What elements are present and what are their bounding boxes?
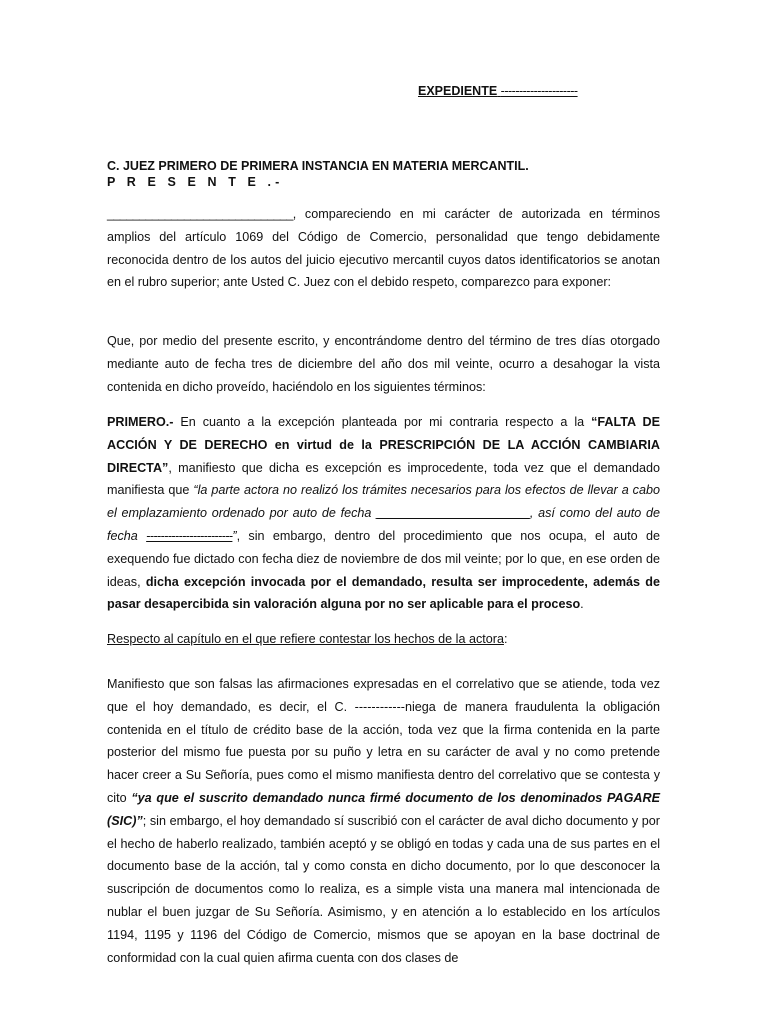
primero-conclusion: dicha excepción invocada por el demandado, resulta ser improcedente, además de pasar desapercibida sin valoración alguna por no ser aplicable para el proceso xyxy=(107,574,660,612)
primero-quote-3: ” xyxy=(232,528,237,543)
paragraph-vista xyxy=(107,330,660,398)
primero-text-1: En cuanto a la excepción planteada por mi contraria respecto a la xyxy=(173,415,592,429)
addressee-block xyxy=(107,158,529,190)
paragraph-appearance xyxy=(107,203,660,294)
expediente-number-blank: --------------------- xyxy=(500,84,578,98)
primero-exception-quote: “FALTA DE ACCIÓN Y DE DERECHO en virtud de la PRESCRIPCIÓN DE LA ACCIÓN CAMBIARIA DIRECTA” xyxy=(107,415,661,475)
primero-text-3: , sin embargo, dentro del procedimiento que nos ocupa, el auto de exequendo fue dictado con fecha diez de noviembre de dos mil veinte; por lo que, en ese orden de ideas, xyxy=(107,528,660,589)
manifiesto-text-2: ; sin embargo, el hoy demandado sí suscribió con el carácter de aval dicho documento y por el hecho de haberlo realizado, también aceptó y se obligó en todas y cada una de sus partes en el documento base de la acción, tal y como consta en dicho documento, por lo que desconocer la suscripción de documentos como lo realiza, es a simple vista una manera mal intencionada de nublar el buen juzgar de Su Señoría. Asimismo, y en atención a lo establecido en los artículos 1194, 1195 y 1196 del Código de Comercio, mismos que se apoyan en la base doctrinal de conformidad con la cual quien afirma cuenta con dos clases de xyxy=(107,813,660,965)
primero-text-2: , manifiesto que dicha es excepción es improcedente, toda vez que el demandado manifiesta que xyxy=(107,460,660,498)
paragraph-manifiesto xyxy=(107,673,660,969)
primero-heading: PRIMERO.- xyxy=(107,415,174,429)
addressee-presente: P R E S E N T E .- xyxy=(107,175,284,189)
section-heading-hechos: Respecto al capítulo en el que refiere contestar los hechos de la actora xyxy=(107,632,504,646)
section-heading-colon: : xyxy=(503,632,508,646)
paragraph-primero xyxy=(107,411,660,616)
addressee-judge: C. JUEZ PRIMERO DE PRIMERA INSTANCIA EN MATERIA MERCANTIL. xyxy=(107,159,529,173)
expediente-label: EXPEDIENTE xyxy=(418,84,498,98)
primero-quote-1: “la parte actora no realizó los trámites necesarios para los efectos de llevar a cabo el emplazamiento ordenado por auto de fecha xyxy=(107,483,660,521)
primero-date-blank-2: ------------------------ xyxy=(146,528,233,543)
paragraph-vista-text: Que, por medio del presente escrito, y encontrándome dentro del término de tres días otorgado mediante auto de fecha tres de diciembre del año dos mil veinte, ocurro a desahogar la vista contenida en dicho proveído, haciéndolo en los siguientes términos: xyxy=(107,334,660,394)
primero-date-blank-1: ________________________ xyxy=(376,506,530,521)
expediente-header xyxy=(418,84,578,98)
paragraph-appearance-text: , compareciendo en mi carácter de autorizada en términos amplios del artículo 1069 del Código de Comercio, personalidad que tengo debidamente reconocida dentro de los autos del juicio ejecutivo mercantil cuyos datos identificatorios se anotan en el rubro superior; ante Usted C. Juez con el debido respeto, comparezco para exponer: xyxy=(107,207,660,290)
primero-text-4: . xyxy=(580,597,584,612)
name-blank: _____________________________ xyxy=(107,207,293,221)
primero-quote-2: , así como del auto de fecha xyxy=(107,506,660,543)
manifiesto-text-1: Manifiesto que son falsas las afirmaciones expresadas en el correlativo que se atiende, toda vez que el hoy demandado, es decir, el C. ------------niega de manera fraudulenta la obligación contenida en el título de crédito base de la acción, toda vez que la firma contenida en la parte posterior del mismo fue puesta por su puño y letra en su carácter de aval y no como pretende hacer creer a Su Señoría, pues como el mismo manifiesta dentro del correlativo que se contesta y cito xyxy=(107,677,660,805)
paragraph-section-heading xyxy=(107,628,660,651)
manifiesto-quote: “ya que el suscrito demandado nunca firmé documento de los denominados PAGARE (SIC)” xyxy=(107,790,660,828)
